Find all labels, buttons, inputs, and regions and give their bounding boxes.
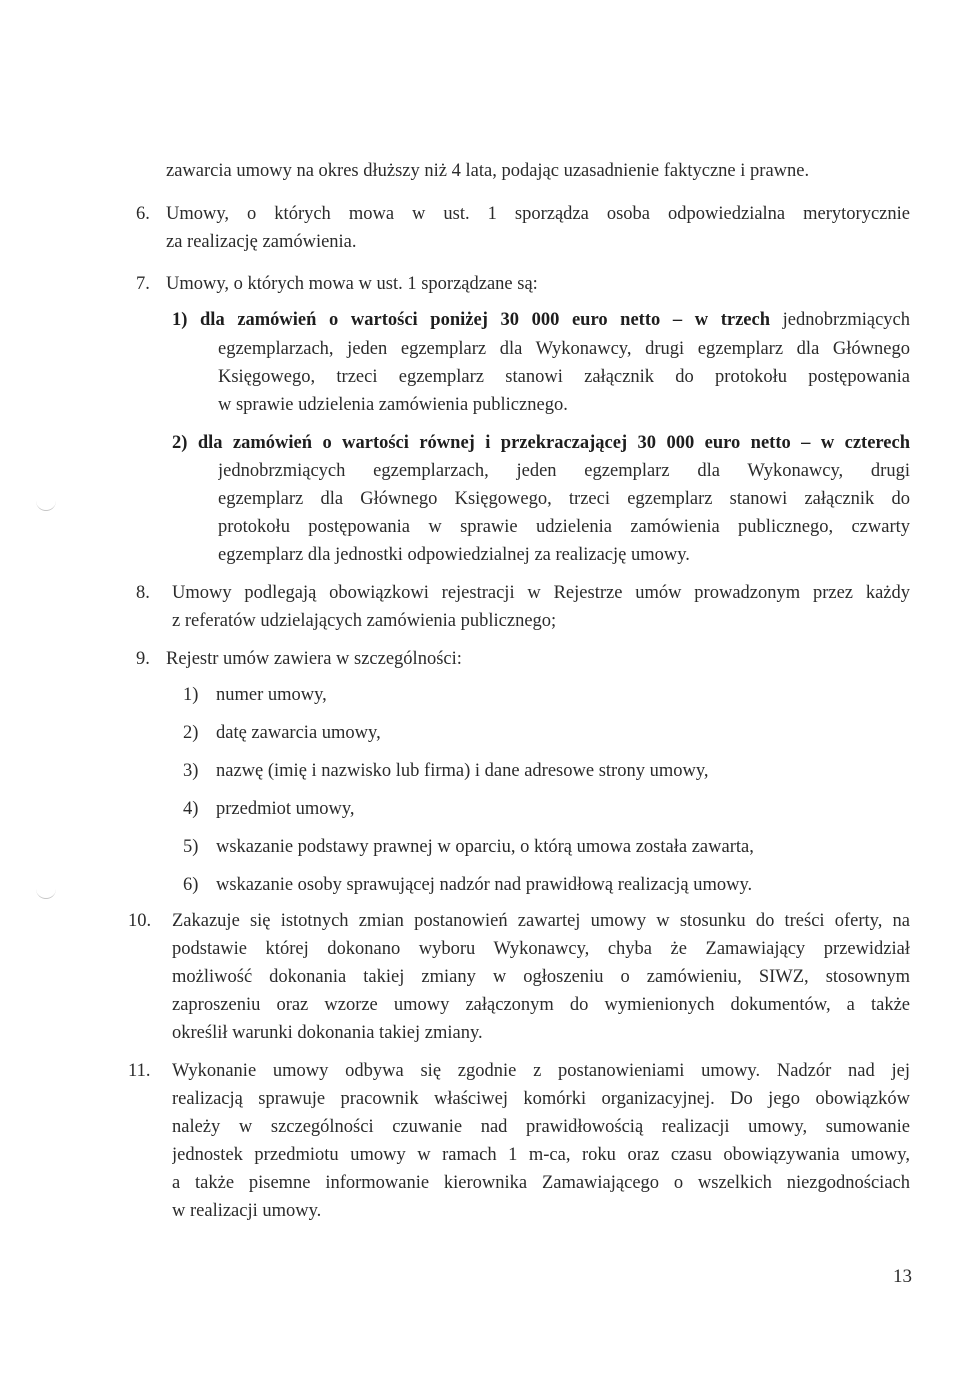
paragraph-line: określił warunki dokonania takiej zmiany. [172,1023,483,1043]
paragraph-line: zaproszeniu oraz wzorze umowy załączonym do wymienionych dokumentów, a także [172,995,910,1015]
paragraph-number: 10. [128,911,152,931]
list-item-number: 3) [183,761,199,781]
list-item: wskazanie osoby sprawującej nadzór nad prawidłową realizacją umowy. [216,875,753,895]
list-item: przedmiot umowy, [216,799,355,819]
paragraph-line: Zakazuje się istotnych zmian postanowień zawartej umowy w stosunku do treści oferty, na [172,911,910,931]
paragraph-number: 11. [128,1061,151,1081]
list-item-number: 2) [183,723,199,743]
scan-mark [36,888,56,899]
paragraph-line: egzemplarz dla Głównego Księgowego, trzeci egzemplarz stanowi załącznik do [218,489,910,509]
paragraph-line: Wykonanie umowy odbywa się zgodnie z postanowieniami umowy. Nadzór nad jej [172,1061,910,1081]
paragraph-line: protokołu postępowania w sprawie udzielenia zamówienia publicznego, czwarty [218,517,910,537]
list-item-number: 5) [183,837,199,857]
paragraph-line: Umowy, o których mowa w ust. 1 sporządzane są: [166,274,538,294]
paragraph-line: egzemplarz dla jednostki odpowiedzialnej za realizację umowy. [218,545,690,565]
list-item: wskazanie podstawy prawnej w oparciu, o którą umowa została zawarta, [216,837,754,857]
list-item: nazwę (imię i nazwisko lub firma) i dane adresowe strony umowy, [216,761,709,781]
list-item [172,309,910,331]
list-item: numer umowy, [216,685,327,705]
page-number: 13 [893,1266,912,1287]
paragraph-line: a także pisemne informowanie kierownika Zamawiającego o wszelkich niezgodnościach [172,1173,910,1193]
paragraph-line: w sprawie udzielenia zamówienia publicznego. [218,395,568,415]
paragraph-line: jednostek przedmiotu umowy w ramach 1 m-ca, roku oraz czasu obowiązywania umowy, [172,1145,910,1165]
paragraph-line: za realizację zamówienia. [166,232,357,252]
paragraph-line: należy w szczególności czuwanie nad prawidłowością realizacji umowy, sumowanie [172,1117,910,1137]
paragraph-number: 8. [136,583,150,603]
paragraph-line: Księgowego, trzeci egzemplarz stanowi załącznik do protokołu postępowania [218,367,910,387]
list-item-number: 1) [183,685,199,705]
scan-mark [36,500,56,511]
paragraph-line: w realizacji umowy. [172,1201,322,1221]
paragraph-line: Umowy podlegają obowiązkowi rejestracji w Rejestrze umów prowadzonym przez każdy [172,583,910,603]
item-text: jednobrzmiących [770,310,910,330]
paragraph-number: 7. [136,274,150,294]
paragraph-number: 6. [136,204,150,224]
paragraph-line: Umowy, o których mowa w ust. 1 sporządza osoba odpowiedzialna merytorycznie [166,204,910,224]
paragraph-line: realizacją sprawuje pracownik właściwej komórki organizacyjnej. Do jego obowiązków [172,1089,910,1109]
paragraph-line: możliwość dokonania takiej zmiany w ogłoszeniu o zamówieniu, SIWZ, stosownym [172,967,910,987]
paragraph-number: 9. [136,649,150,669]
list-item-number: 6) [183,875,199,895]
paragraph-line: jednobrzmiących egzemplarzach, jeden egzemplarz dla Wykonawcy, drugi [218,461,910,481]
bold-lead: 1) dla zamówień o wartości poniżej 30 000 euro netto – w trzech [172,310,770,330]
bold-lead: 2) dla zamówień o wartości równej i przekraczającej 30 000 euro netto – w czterech [172,433,910,453]
paragraph-line: zawarcia umowy na okres dłuższy niż 4 lata, podając uzasadnienie faktyczne i prawne. [166,161,810,181]
paragraph-line: podstawie której dokonano wyboru Wykonawcy, chyba że Zamawiający przewidział [172,939,910,959]
list-item: datę zawarcia umowy, [216,723,381,743]
paragraph-line: Rejestr umów zawiera w szczególności: [166,649,462,669]
paragraph-line: egzemplarzach, jeden egzemplarz dla Wykonawcy, drugi egzemplarz dla Głównego [218,339,910,359]
list-item-number: 4) [183,799,199,819]
paragraph-line: z referatów udzielających zamówienia publicznego; [172,611,557,631]
